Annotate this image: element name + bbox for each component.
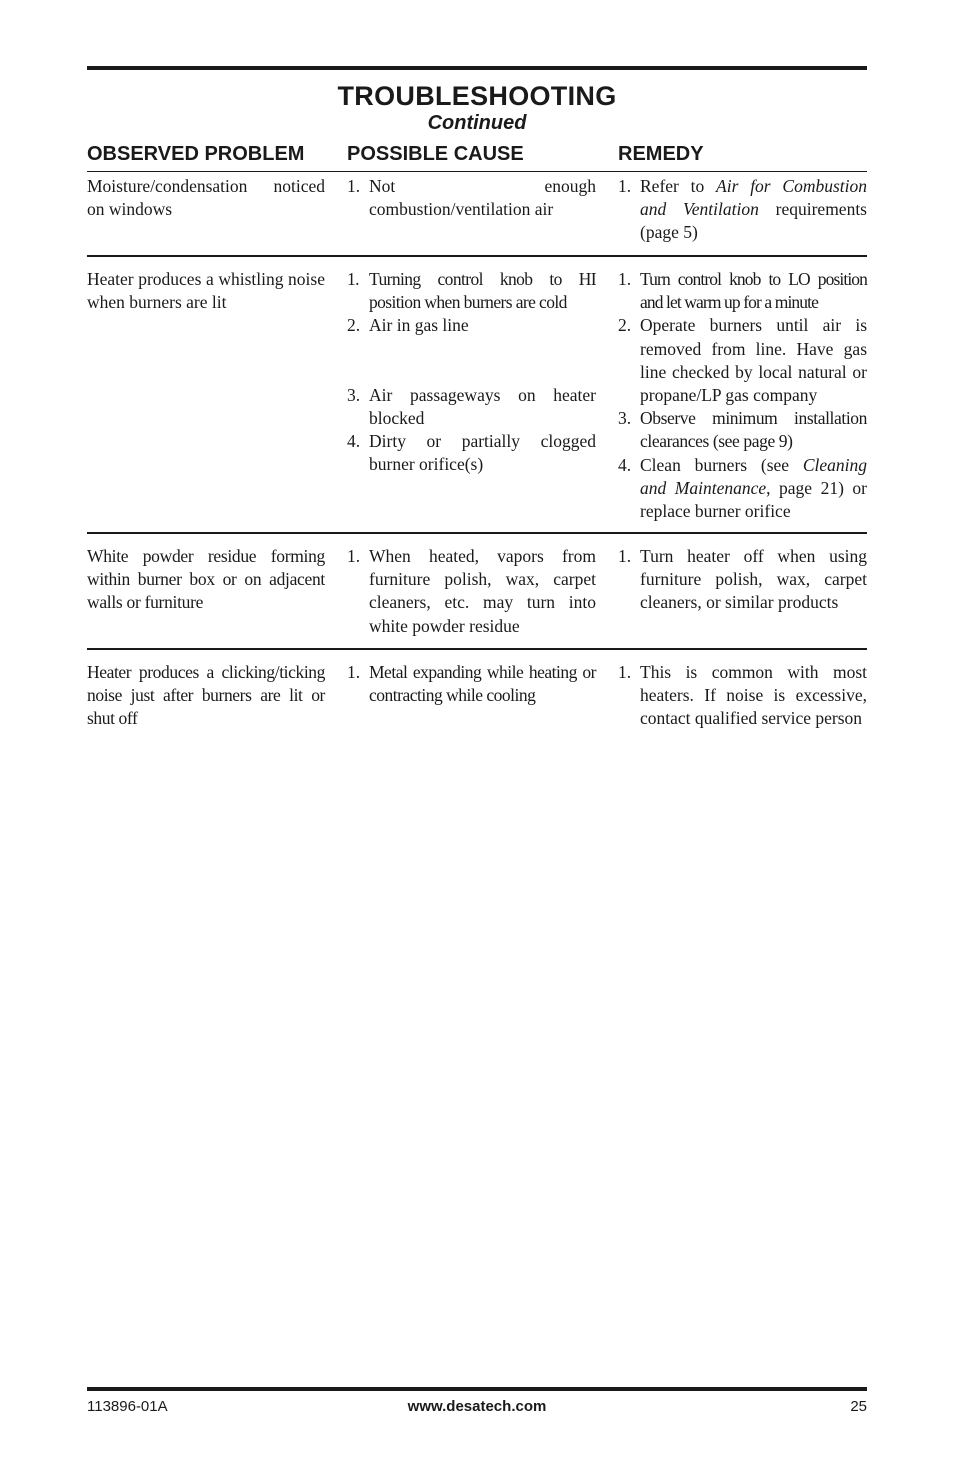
- row-divider: [87, 648, 867, 650]
- remedy-item: 1. Turn heater off when using furniture polish, wax, carpet cleaners, or similar products: [618, 546, 867, 613]
- problem-cell: Heater produces a whistling noise when burners are lit: [87, 269, 325, 313]
- website-link[interactable]: www.desatech.com: [407, 1398, 547, 1415]
- header-rule: [87, 171, 867, 172]
- remedy-item: 2. Operate burners until air is removed from line. Have gas line checked by local natural or propane/LP gas company: [618, 315, 867, 406]
- page-subtitle: Continued: [427, 112, 527, 134]
- row-divider: [87, 255, 867, 257]
- top-rule: [87, 66, 867, 70]
- cause-item: 1. Metal expanding while heating or contracting while cooling: [347, 662, 596, 706]
- remedy-cell: [618, 175, 867, 245]
- page-title: TROUBLESHOOTING: [337, 81, 617, 111]
- cause-cell: [347, 545, 596, 638]
- column-header-remedy: REMEDY: [618, 143, 704, 165]
- cause-item: 1. Not enough combustion/ventilation air: [347, 176, 596, 220]
- problem-cell: White powder residue forming within burner box or on adjacent walls or furniture: [87, 546, 325, 613]
- cause-item: 1. Turning control knob to HI position when burners are cold: [347, 269, 596, 313]
- cause-cell: [347, 661, 596, 707]
- column-header-observed-problem: OBSERVED PROBLEM: [87, 143, 305, 165]
- remedy-item: 4. Clean burners (see Cleaning and Maintenance, page 21) or replace burner orifice: [618, 454, 867, 522]
- cause-item: 4. Dirty or partially clogged burner orifice(s): [347, 431, 596, 475]
- remedy-item: 1. This is common with most heaters. If noise is excessive, contact qualified service person: [618, 662, 867, 729]
- cause-item: 2. Air in gas line: [347, 315, 469, 336]
- problem-cell: Moisture/condensation noticed on windows: [87, 176, 325, 220]
- document-number: 113896-01A: [87, 1398, 168, 1415]
- page-number: 25: [850, 1398, 867, 1415]
- remedy-cell: [618, 661, 867, 731]
- remedy-cell: [618, 545, 867, 615]
- remedy-item: 1. Refer to Air for Combustion and Ventilation requirements (page 5): [618, 176, 867, 243]
- footer-rule: [87, 1387, 867, 1391]
- problem-cell: Heater produces a clicking/ticking noise just after burners are lit or shut off: [87, 662, 325, 729]
- cause-cell: [347, 268, 596, 476]
- cause-cell: [347, 175, 596, 221]
- cause-item: 3. Air passageways on heater blocked: [347, 384, 596, 428]
- column-header-possible-cause: POSSIBLE CAUSE: [347, 143, 524, 165]
- row-divider: [87, 532, 867, 534]
- remedy-item: 1. Turn control knob to LO position and let warm up for a minute: [618, 269, 867, 313]
- remedy-item: 3. Observe minimum installation clearances (see page 9): [618, 408, 867, 452]
- remedy-cell: [618, 268, 867, 523]
- cause-item: 1. When heated, vapors from furniture polish, wax, carpet cleaners, etc. may turn into white powder residue: [347, 546, 596, 636]
